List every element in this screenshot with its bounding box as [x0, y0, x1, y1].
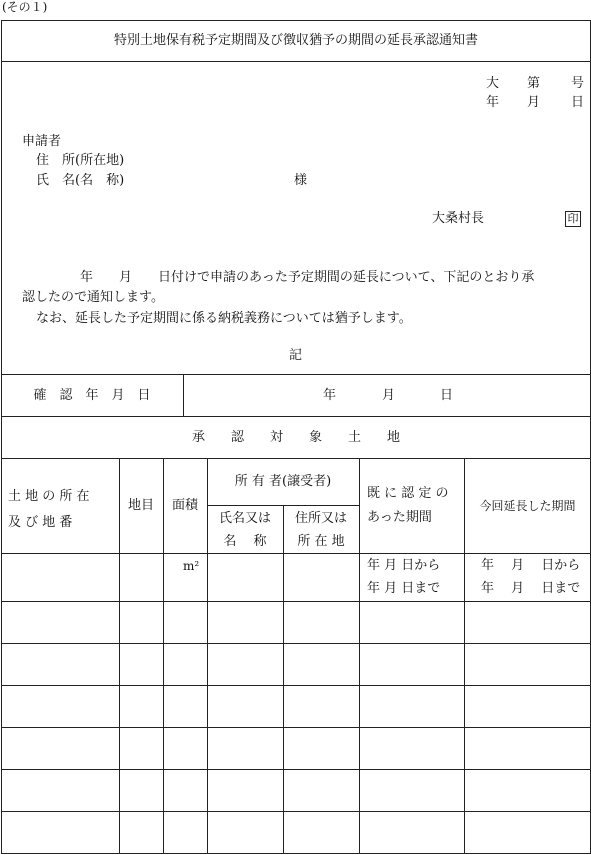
body-line-2: 認したので通知します。	[22, 290, 164, 305]
body-line-3: なお、延長した予定期間に係る納税義務については猶予します。	[36, 311, 412, 326]
header-owner: 所 有 者(譲受者)	[234, 474, 332, 489]
header-bottom-divider	[1, 553, 591, 554]
confirm-date-label: 確 認 年 月 日	[33, 387, 151, 403]
header-location-line2: 及 び 地 番	[8, 515, 73, 530]
confirm-year: 年	[323, 388, 337, 403]
ref-daiba: 第	[527, 76, 541, 91]
honorific: 様	[294, 173, 308, 188]
body-line-1: 年 月 日付けで申請のあった予定期間の延長について、下記のとおり承	[80, 270, 535, 285]
section-title: 承 認 対 象 土 地	[191, 429, 400, 445]
header-extended: 今回延長した期間	[479, 498, 576, 513]
area-unit: m²	[183, 559, 200, 573]
applicant-name-label: 氏 名(名 称)	[36, 173, 125, 188]
applicant-address-label: 住 所(所在地)	[36, 153, 125, 168]
header-area: 面積	[171, 498, 198, 513]
column-divider	[283, 505, 284, 854]
column-divider	[359, 458, 360, 854]
approved-period-from: 年 月 日から	[367, 558, 441, 573]
row-divider	[1, 769, 591, 770]
header-approved-line1: 既 に 認 定 の	[367, 486, 449, 501]
ref-year: 年	[486, 95, 500, 110]
header-owner-name-line2: 名 称	[223, 533, 267, 549]
ref-go: 号	[571, 76, 585, 91]
row-divider	[1, 727, 591, 728]
header-owner-address-line2: 所 在 地	[297, 533, 345, 549]
ref-dai: 大	[486, 76, 500, 91]
row-divider	[1, 685, 591, 686]
confirm-month: 月	[382, 388, 396, 403]
confirm-column-divider	[183, 374, 184, 416]
row-divider	[1, 643, 591, 644]
seal-icon: 印	[565, 211, 581, 227]
confirm-day: 日	[440, 388, 454, 403]
header-owner-address-line1: 住所又は	[294, 510, 347, 526]
ref-day: 日	[571, 95, 585, 110]
extended-period-to: 年 月 日まで	[481, 581, 581, 596]
ki-marker: 記	[289, 348, 303, 363]
approved-period-to: 年 月 日まで	[367, 581, 441, 596]
row-divider	[1, 811, 591, 812]
extended-period-from: 年 月 日から	[481, 558, 581, 573]
form-caption: (その１)	[2, 0, 48, 14]
issuer-name: 大桑村長	[432, 211, 485, 226]
applicant-heading: 申請者	[22, 134, 62, 149]
row-divider	[1, 601, 591, 602]
ref-month: 月	[527, 95, 541, 110]
header-approved-line2: あった期間	[367, 510, 432, 525]
form-title: 特別土地保有税予定期間及び徴収猶予の期間の延長承認通知書	[113, 33, 478, 48]
title-divider	[1, 61, 591, 62]
header-owner-name-line1: 氏名又は	[218, 510, 271, 526]
header-chimoku: 地目	[127, 498, 154, 513]
header-location-line1: 土 地 の 所 在	[8, 489, 90, 504]
